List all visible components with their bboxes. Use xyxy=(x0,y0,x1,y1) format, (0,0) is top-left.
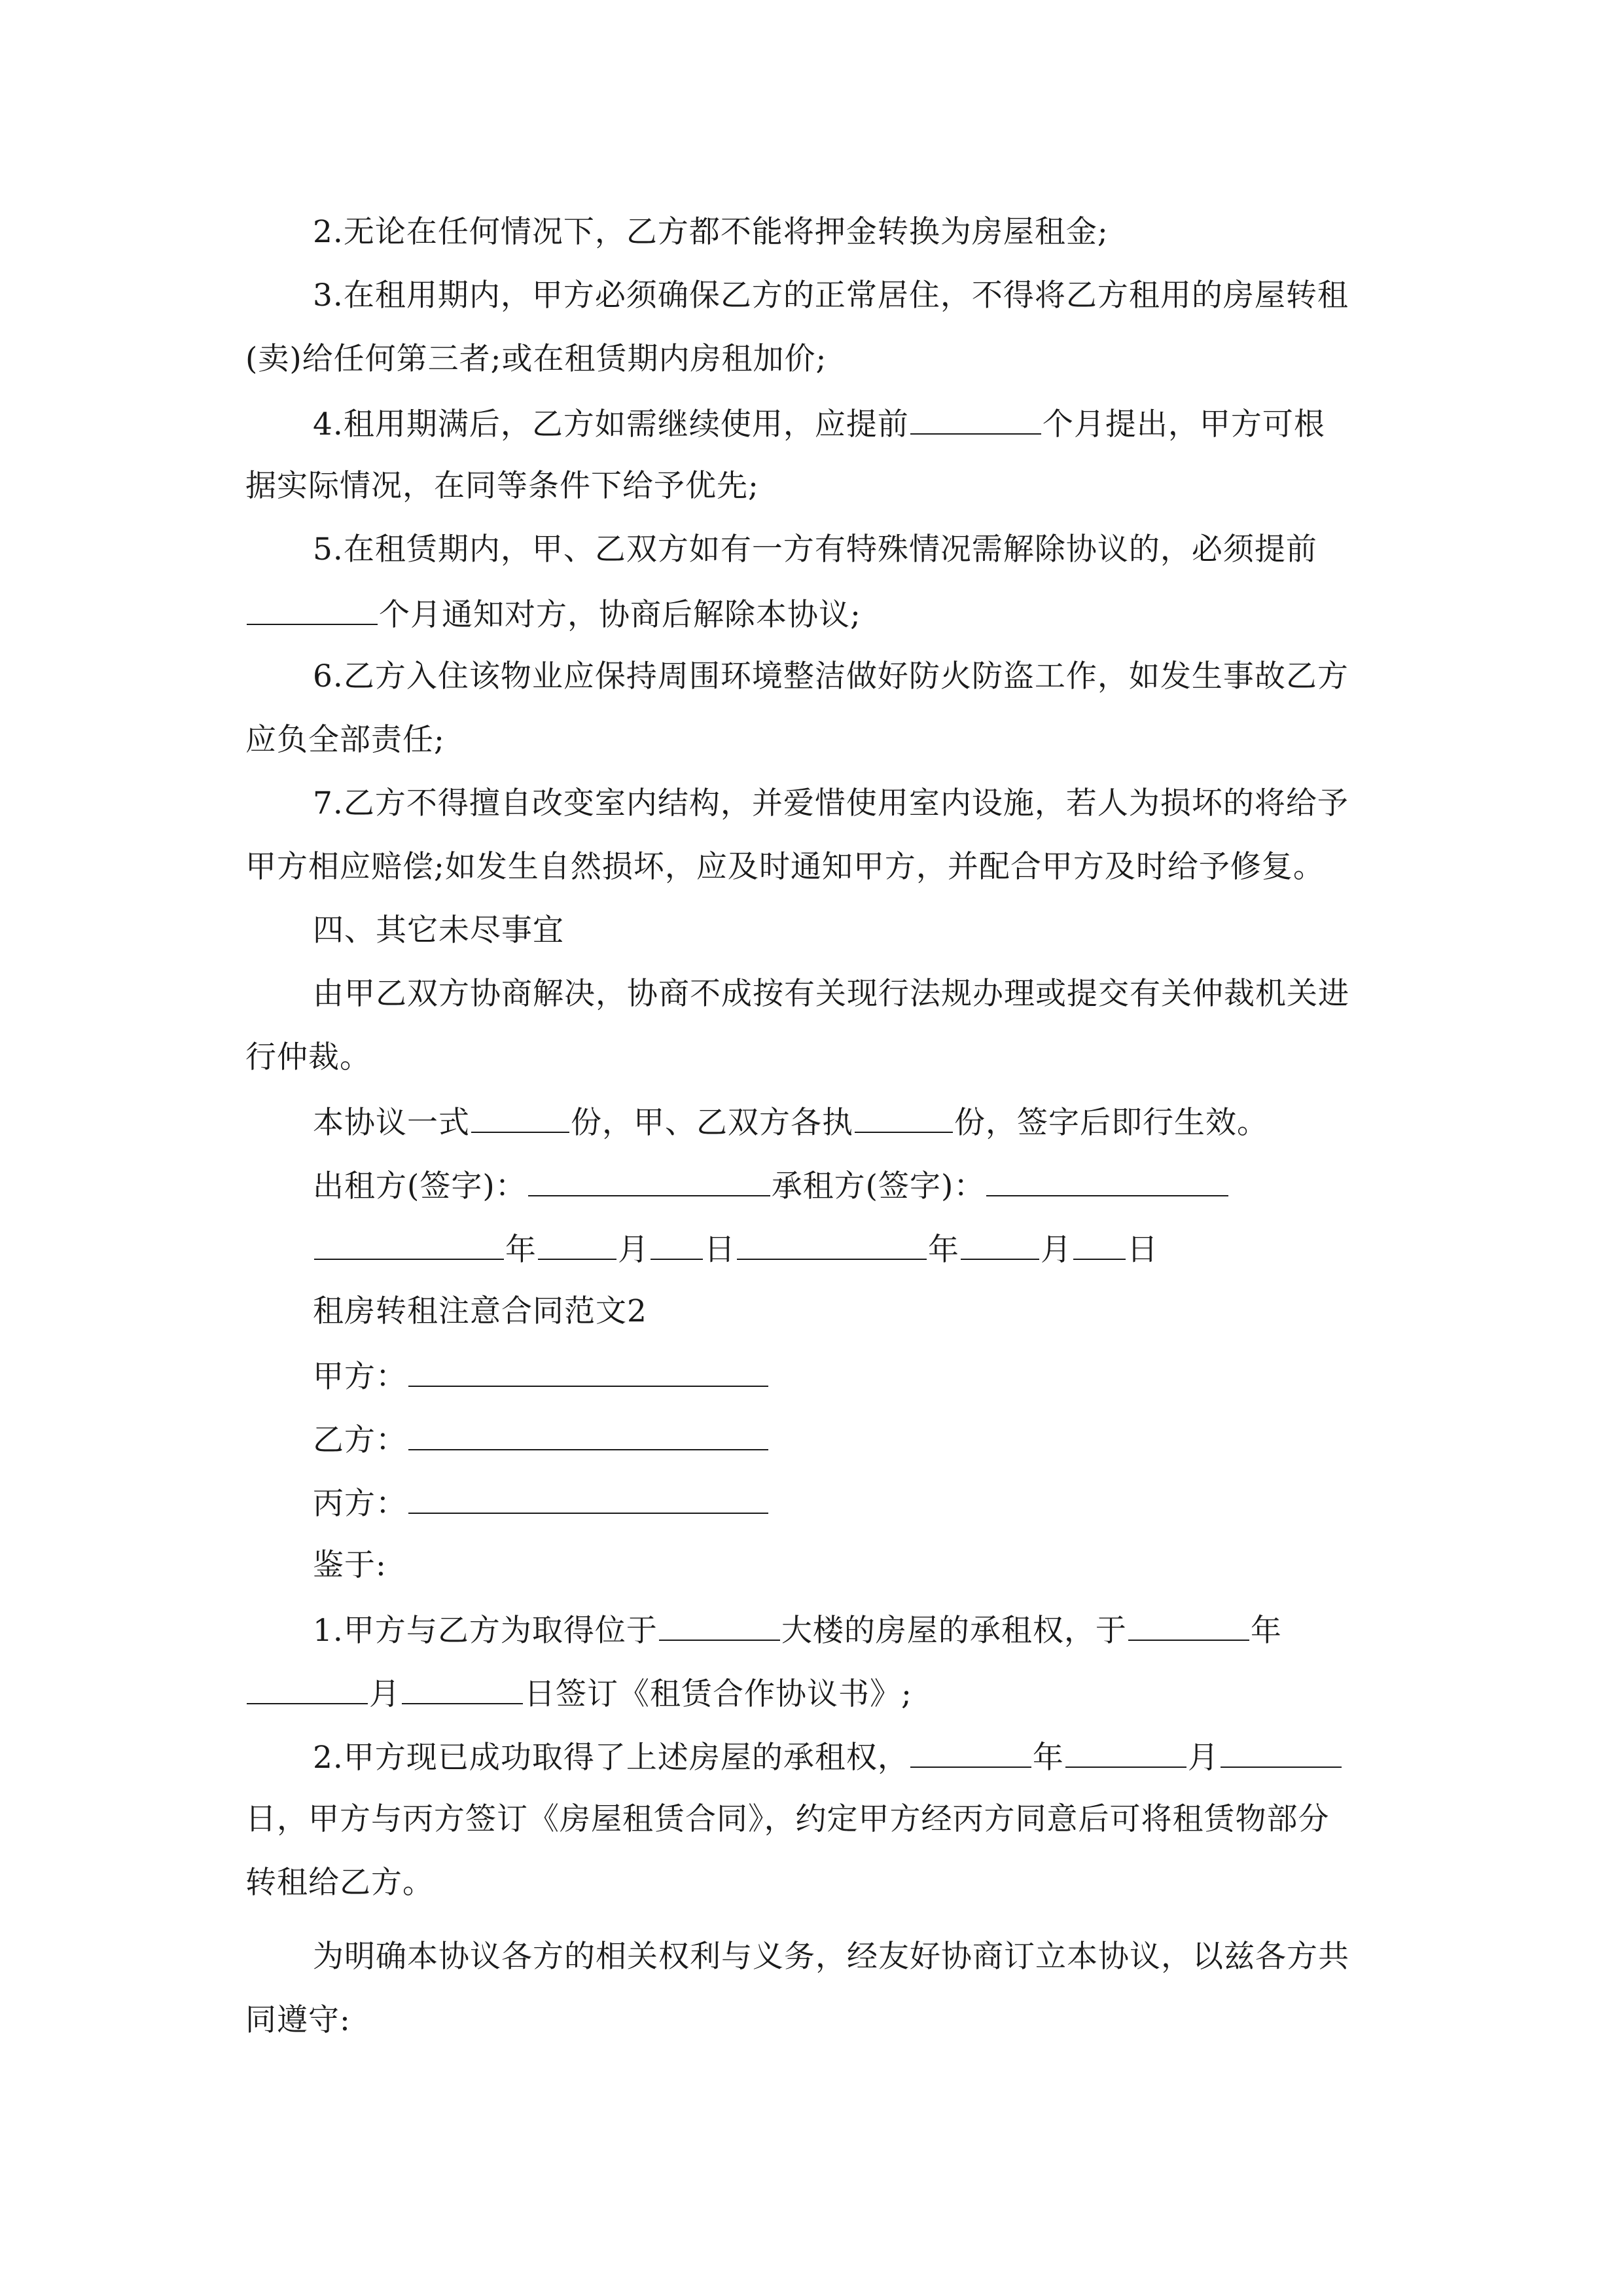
clause-4-text-a: 4.租用期满后，乙方如需继续使用，应提前 xyxy=(313,406,909,442)
party-a-line xyxy=(313,1355,770,1397)
whereas-heading-text: 鉴于: xyxy=(313,1547,387,1583)
section-4-heading xyxy=(313,911,564,950)
section-4-heading-text: 四、其它未尽事宜 xyxy=(313,912,564,948)
section-4-body-cont xyxy=(245,1038,371,1077)
lessor-month-blank xyxy=(538,1229,616,1260)
clause-3-cont xyxy=(245,340,827,379)
clause-5-text: 5.在租赁期内，甲、乙双方如有一方有特殊情况需解除协议的，必须提前 xyxy=(313,531,1317,567)
signature-line xyxy=(313,1165,1230,1206)
contract-2-title-text: 租房转租注意合同范文2 xyxy=(313,1293,647,1329)
party-c-line xyxy=(313,1482,770,1524)
whereas-2-year: 年 xyxy=(1032,1740,1064,1776)
copies-text-c: 份，签字后即行生效。 xyxy=(954,1105,1268,1141)
termination-months-blank xyxy=(247,594,378,625)
clause-3 xyxy=(313,276,1349,315)
whereas-2-cont xyxy=(245,1800,1330,1839)
whereas-1-year: 年 xyxy=(1250,1613,1282,1649)
months-notice-blank xyxy=(910,403,1041,435)
clause-6-cont-text: 应负全部责任; xyxy=(245,722,445,758)
sign-year-blank xyxy=(1128,1609,1249,1641)
contract-2-title xyxy=(313,1292,647,1331)
agreement-purpose-cont xyxy=(245,2001,351,2040)
clause-3-text: 3.在租用期内，甲方必须确保乙方的正常居住，不得将乙方租用的房屋转租 xyxy=(313,278,1349,314)
clause-7-cont xyxy=(245,848,1325,887)
clause-2-text: 2.无论在任何情况下，乙方都不能将押金转换为房屋租金; xyxy=(313,214,1109,250)
party-b-label: 乙方： xyxy=(313,1422,407,1458)
lease-day-blank xyxy=(1221,1736,1342,1768)
clause-5 xyxy=(313,530,1317,569)
lessee-month-blank xyxy=(961,1229,1039,1260)
lessee-sign-label: 承租方(签字)： xyxy=(771,1168,986,1204)
lessor-day-blank xyxy=(651,1229,703,1260)
lessor-year-blank xyxy=(314,1229,504,1260)
clause-2 xyxy=(313,213,1109,252)
party-a-blank xyxy=(408,1355,768,1387)
whereas-1-cont-text: 日签订《租赁合作协议书》; xyxy=(524,1676,912,1712)
total-copies-blank xyxy=(471,1102,569,1133)
agreement-purpose xyxy=(313,1937,1349,1977)
lease-month-blank xyxy=(1065,1736,1186,1768)
lessee-year-blank xyxy=(737,1229,927,1260)
sign-day-blank xyxy=(402,1673,523,1704)
lease-year-blank xyxy=(910,1736,1031,1768)
agreement-purpose-cont-text: 同遵守: xyxy=(245,2002,351,2038)
lessee-day-blank xyxy=(1073,1229,1126,1260)
clause-4-cont-text: 据实际情况，在同等条件下给予优先; xyxy=(245,468,759,504)
clause-6-cont xyxy=(245,721,445,760)
copies-clause xyxy=(313,1102,1268,1143)
party-c-blank xyxy=(408,1482,768,1514)
clause-6 xyxy=(313,657,1349,696)
building-name-blank xyxy=(659,1609,780,1641)
whereas-2-cont-text: 日，甲方与丙方签订《房屋租赁合同》，约定甲方经丙方同意后可将租赁物部分 xyxy=(245,1801,1330,1837)
clause-7 xyxy=(313,784,1349,823)
clause-4-text-b: 个月提出，甲方可根 xyxy=(1042,406,1325,442)
month-label-1: 月 xyxy=(618,1232,649,1268)
clause-5-cont-text: 个月通知对方，协商后解除本协议; xyxy=(379,597,861,633)
whereas-1-month: 月 xyxy=(369,1676,401,1712)
section-4-body-cont-text: 行仲裁。 xyxy=(245,1039,371,1075)
clause-4-cont xyxy=(245,467,759,506)
whereas-2-text-a: 2.甲方现已成功取得了上述房屋的承租权， xyxy=(313,1740,909,1776)
party-b-blank xyxy=(408,1419,768,1450)
lessor-sign-label: 出租方(签字)： xyxy=(313,1168,527,1204)
section-4-body-text: 由甲乙双方协商解决，协商不成按有关现行法规办理或提交有关仲裁机关进 xyxy=(313,976,1349,1012)
day-label-1: 日 xyxy=(704,1232,736,1268)
lessor-sign-blank xyxy=(528,1165,770,1196)
agreement-purpose-text: 为明确本协议各方的相关权利与义务，经友好协商订立本协议，以兹各方共 xyxy=(313,1939,1349,1975)
month-label-2: 月 xyxy=(1041,1232,1072,1268)
whereas-2-cont-2 xyxy=(245,1863,434,1903)
clause-4 xyxy=(313,403,1325,444)
clause-7-cont-text: 甲方相应赔偿;如发生自然损坏，应及时通知甲方，并配合甲方及时给予修复。 xyxy=(245,849,1325,885)
whereas-2-cont-2-text: 转租给乙方。 xyxy=(245,1865,434,1901)
copies-text-a: 本协议一式 xyxy=(313,1105,470,1141)
whereas-2-month: 月 xyxy=(1187,1740,1219,1776)
whereas-1 xyxy=(313,1609,1282,1651)
whereas-2 xyxy=(313,1736,1343,1778)
day-label-2: 日 xyxy=(1127,1232,1158,1268)
signature-date-line xyxy=(313,1229,1158,1270)
party-a-label: 甲方： xyxy=(313,1359,407,1395)
whereas-1-cont xyxy=(245,1673,912,1714)
copies-text-b: 份，甲、乙双方各执 xyxy=(571,1105,853,1141)
clause-6-text: 6.乙方入住该物业应保持周围环境整洁做好防火防盗工作，如发生事故乙方 xyxy=(313,658,1349,694)
section-4-body xyxy=(313,975,1349,1014)
sign-month-blank xyxy=(247,1673,368,1704)
year-label-2: 年 xyxy=(928,1232,959,1268)
whereas-heading xyxy=(313,1546,387,1585)
whereas-1-text-a: 1.甲方与乙方为取得位于 xyxy=(313,1613,658,1649)
lessee-sign-blank xyxy=(986,1165,1228,1196)
clause-7-text: 7.乙方不得擅自改变室内结构，并爱惜使用室内设施，若人为损坏的将给予 xyxy=(313,785,1349,821)
clause-5-cont xyxy=(245,594,861,635)
party-b-line xyxy=(313,1419,770,1460)
whereas-1-text-b: 大楼的房屋的承租权，于 xyxy=(781,1613,1127,1649)
year-label-1: 年 xyxy=(505,1232,537,1268)
clause-3-cont-text: (卖)给任何第三者;或在租赁期内房租加价; xyxy=(245,341,827,377)
each-copies-blank xyxy=(855,1102,953,1133)
party-c-label: 丙方： xyxy=(313,1486,407,1522)
